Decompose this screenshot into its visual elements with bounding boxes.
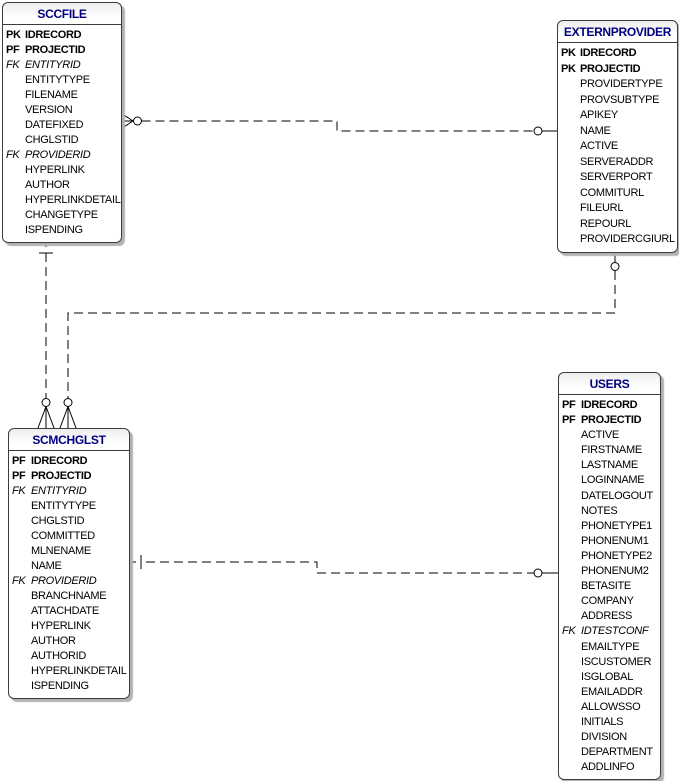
key-label: FK — [12, 485, 26, 497]
field-row — [6, 73, 120, 88]
field-name: FILENAME — [25, 89, 78, 101]
field-name: PROVIDERTYPE — [580, 78, 663, 90]
relationship-scmchglst-users[interactable] — [125, 555, 559, 577]
field-name: COMMITTED — [31, 530, 95, 542]
field-name: ACTIVE — [580, 140, 618, 152]
field-row — [561, 62, 676, 78]
entity-table-scmchglst[interactable] — [8, 428, 130, 699]
field-name: PHONETYPE1 — [581, 519, 652, 532]
field-row — [562, 504, 659, 519]
field-row — [12, 604, 128, 619]
key-label — [562, 700, 581, 715]
field-name: NAME — [31, 560, 62, 572]
field-name: BETASITE — [581, 580, 631, 593]
key-label — [562, 760, 581, 775]
field-row — [6, 178, 120, 193]
field-name: CHGLSTID — [31, 515, 85, 527]
field-name: PROVIDERID — [25, 149, 91, 161]
field-row — [6, 58, 120, 73]
field-row — [562, 760, 659, 775]
table-title: EXTERNPROVIDER — [558, 21, 677, 43]
zero-circle — [64, 399, 72, 407]
field-name: DEPARTMENT — [581, 746, 653, 759]
field-row — [562, 443, 659, 458]
field-row — [562, 489, 659, 504]
key-label: PF — [6, 44, 20, 56]
field-row — [6, 223, 120, 238]
field-name: LASTNAME — [581, 459, 638, 472]
relationship-externprovider-scmchglst[interactable] — [60, 244, 619, 428]
field-row — [561, 124, 676, 140]
field-name: HYPERLINKDETAIL — [31, 665, 127, 677]
key-label — [12, 619, 31, 634]
field-name: ENTITYTYPE — [31, 500, 96, 512]
key-label — [12, 529, 31, 544]
key-label — [562, 534, 581, 549]
crow-foot-many-scmchglst — [38, 407, 54, 429]
field-name: AUTHORID — [31, 650, 87, 662]
key-label — [562, 504, 581, 519]
field-name: CHANGETYPE — [25, 209, 98, 221]
key-label — [12, 589, 31, 604]
field-list — [3, 25, 121, 242]
key-label: FK — [6, 149, 20, 161]
field-name: IDRECORD — [580, 47, 637, 59]
field-row — [562, 594, 659, 609]
key-label — [12, 559, 31, 574]
key-label — [12, 649, 31, 664]
field-name: IDRECORD — [581, 399, 638, 411]
field-name: ISPENDING — [25, 224, 83, 236]
field-row — [12, 664, 128, 679]
field-row — [6, 208, 120, 223]
relationship-sccfile-externprovider[interactable] — [120, 113, 558, 136]
field-row — [562, 609, 659, 624]
key-label — [6, 163, 25, 178]
zero-circle — [611, 263, 619, 271]
field-name: ATTACHDATE — [31, 605, 99, 617]
field-name: INITIALS — [581, 715, 624, 728]
field-name: PHONENUM1 — [581, 534, 649, 547]
field-row — [562, 745, 659, 760]
field-row — [6, 148, 120, 163]
field-row — [6, 133, 120, 148]
relationship-line — [142, 121, 534, 131]
field-name: COMMITURL — [580, 186, 644, 199]
key-label: PF — [12, 455, 26, 467]
key-label — [6, 103, 25, 118]
field-name: AUTHOR — [31, 635, 76, 647]
key-label — [562, 579, 581, 594]
field-name: DIVISION — [581, 731, 627, 744]
field-row — [561, 93, 676, 109]
field-name: HYPERLINKDETAIL — [25, 194, 121, 206]
field-name: IDTESTCONF — [581, 625, 649, 638]
crow-foot-many-scmchglst — [60, 407, 76, 429]
key-label — [562, 564, 581, 579]
zero-circle — [42, 399, 50, 407]
key-label — [12, 514, 31, 529]
field-row — [12, 544, 128, 559]
field-name: APIKEY — [580, 109, 618, 121]
relationship-line — [146, 562, 534, 573]
field-name: NOTES — [581, 504, 618, 517]
key-label — [6, 133, 25, 148]
field-name: REPOURL — [580, 217, 632, 230]
key-label — [562, 715, 581, 730]
key-label — [12, 604, 31, 619]
table-title: SCCFILE — [3, 3, 121, 25]
field-name: ISGLOBAL — [581, 670, 634, 683]
field-row — [561, 108, 676, 124]
field-row — [561, 186, 676, 202]
key-label — [562, 443, 581, 458]
key-label — [562, 730, 581, 745]
field-row — [561, 46, 676, 62]
zero-circle — [534, 569, 542, 577]
field-name: DATELOGOUT — [581, 489, 653, 502]
key-label — [562, 549, 581, 564]
field-row — [562, 428, 659, 443]
field-name: PROJECTID — [31, 470, 92, 482]
key-label — [562, 489, 581, 504]
field-list — [559, 395, 660, 779]
field-row — [12, 589, 128, 604]
key-label — [562, 655, 581, 670]
field-name: CHGLSTID — [25, 134, 79, 146]
field-name: PROJECTID — [581, 414, 642, 427]
table-title: SCMCHGLST — [9, 429, 129, 451]
key-label — [561, 124, 580, 140]
field-row — [561, 139, 676, 155]
field-row — [562, 670, 659, 685]
field-name: IDRECORD — [25, 29, 82, 41]
key-label — [6, 88, 25, 103]
field-list — [558, 43, 677, 252]
key-label: FK — [562, 625, 576, 638]
key-label — [12, 499, 31, 514]
field-name: ACTIVE — [581, 429, 619, 442]
key-label — [561, 93, 580, 109]
key-label — [6, 193, 25, 208]
field-row — [6, 28, 120, 43]
field-name: DATEFIXED — [25, 119, 84, 131]
key-label — [12, 634, 31, 649]
field-row — [562, 624, 659, 639]
relationship-line — [68, 271, 615, 399]
field-name: AUTHOR — [25, 179, 70, 191]
field-name: LOGINNAME — [581, 474, 645, 487]
field-name: MLNENAME — [31, 545, 91, 557]
field-row — [562, 564, 659, 579]
field-row — [562, 715, 659, 730]
field-row — [12, 634, 128, 649]
key-label — [6, 208, 25, 223]
field-row — [562, 655, 659, 670]
field-row — [12, 574, 128, 589]
field-row — [6, 88, 120, 103]
key-label: PF — [562, 414, 576, 427]
field-row — [12, 499, 128, 514]
field-row — [562, 700, 659, 715]
key-label — [561, 186, 580, 202]
key-label — [6, 223, 25, 238]
key-label — [562, 473, 581, 488]
zero-circle — [534, 127, 542, 135]
key-label — [561, 155, 580, 171]
field-row — [562, 534, 659, 549]
key-label: FK — [6, 59, 20, 71]
entity-table-sccfile[interactable] — [2, 2, 122, 243]
entity-table-users[interactable] — [558, 372, 661, 780]
field-name: ENTITYRID — [31, 485, 87, 497]
key-label — [562, 458, 581, 473]
field-row — [562, 685, 659, 700]
field-name: COMPANY — [581, 595, 634, 608]
field-name: IDRECORD — [31, 455, 88, 467]
field-row — [6, 103, 120, 118]
field-row — [12, 559, 128, 574]
field-list — [9, 451, 129, 698]
field-row — [562, 413, 659, 428]
key-label — [6, 178, 25, 193]
key-label — [561, 232, 580, 248]
key-label — [12, 544, 31, 559]
key-label — [562, 640, 581, 655]
key-label — [562, 670, 581, 685]
field-name: SERVERADDR — [580, 155, 654, 168]
field-name: ENTITYRID — [25, 59, 81, 71]
key-label — [561, 77, 580, 93]
field-row — [562, 519, 659, 534]
field-row — [562, 730, 659, 745]
key-label: PK — [561, 47, 576, 59]
key-label — [561, 217, 580, 233]
field-name: ADDRESS — [581, 610, 633, 623]
field-row — [12, 514, 128, 529]
field-row — [6, 193, 120, 208]
entity-table-externprovider[interactable] — [557, 20, 678, 253]
field-name: PHONENUM2 — [581, 565, 649, 578]
field-name: EMAILTYPE — [581, 640, 640, 653]
field-name: VERSION — [25, 104, 73, 116]
field-row — [561, 77, 676, 93]
key-label — [562, 685, 581, 700]
field-name: PROVIDERCGIURL — [580, 233, 675, 245]
field-name: NAME — [580, 124, 611, 137]
field-row — [12, 619, 128, 634]
field-name: HYPERLINK — [25, 164, 85, 176]
key-label — [562, 594, 581, 609]
key-label — [562, 428, 581, 443]
key-label: PK — [6, 29, 21, 41]
zero-circle — [134, 117, 142, 125]
key-label — [561, 139, 580, 155]
field-name: ISPENDING — [31, 680, 89, 692]
field-row — [12, 649, 128, 664]
field-row — [6, 118, 120, 133]
field-name: ADDLINFO — [581, 761, 635, 774]
key-label — [561, 201, 580, 217]
field-name: EMAILADDR — [581, 685, 643, 698]
field-row — [12, 484, 128, 499]
key-label — [561, 170, 580, 186]
field-name: PROJECTID — [580, 62, 641, 75]
field-name: ISCUSTOMER — [581, 655, 652, 668]
field-row — [561, 170, 676, 186]
field-name: ENTITYTYPE — [25, 74, 90, 86]
field-row — [561, 217, 676, 233]
field-row — [12, 454, 128, 469]
key-label — [6, 118, 25, 133]
key-label: PF — [12, 470, 26, 482]
field-row — [6, 163, 120, 178]
field-name: BRANCHNAME — [31, 590, 107, 602]
field-name: PROVIDERID — [31, 575, 97, 587]
field-row — [562, 398, 659, 413]
table-title: USERS — [559, 373, 660, 395]
field-row — [562, 579, 659, 594]
key-label: PF — [562, 399, 576, 411]
key-label — [562, 519, 581, 534]
field-row — [562, 458, 659, 473]
field-name: PROVSUBTYPE — [580, 93, 660, 106]
field-name: FIRSTNAME — [581, 444, 642, 457]
field-row — [561, 201, 676, 217]
field-row — [12, 679, 128, 694]
field-name: PROJECTID — [25, 44, 86, 56]
field-row — [561, 155, 676, 171]
key-label: FK — [12, 575, 26, 587]
field-row — [12, 469, 128, 484]
field-name: HYPERLINK — [31, 620, 91, 632]
relationship-sccfile-scmchglst[interactable] — [38, 236, 54, 428]
field-row — [561, 232, 676, 248]
field-row — [562, 549, 659, 564]
field-name: PHONETYPE2 — [581, 549, 652, 562]
field-name: ALLOWSSO — [581, 700, 641, 713]
field-row — [562, 640, 659, 655]
field-name: SERVERPORT — [580, 171, 653, 183]
field-name: FILEURL — [580, 202, 624, 214]
field-row — [12, 529, 128, 544]
key-label — [562, 745, 581, 760]
key-label — [6, 73, 25, 88]
key-label — [12, 679, 31, 694]
field-row — [6, 43, 120, 58]
key-label — [562, 609, 581, 624]
key-label: PK — [561, 62, 576, 75]
key-label — [12, 664, 31, 679]
key-label — [561, 108, 580, 124]
field-row — [562, 473, 659, 488]
